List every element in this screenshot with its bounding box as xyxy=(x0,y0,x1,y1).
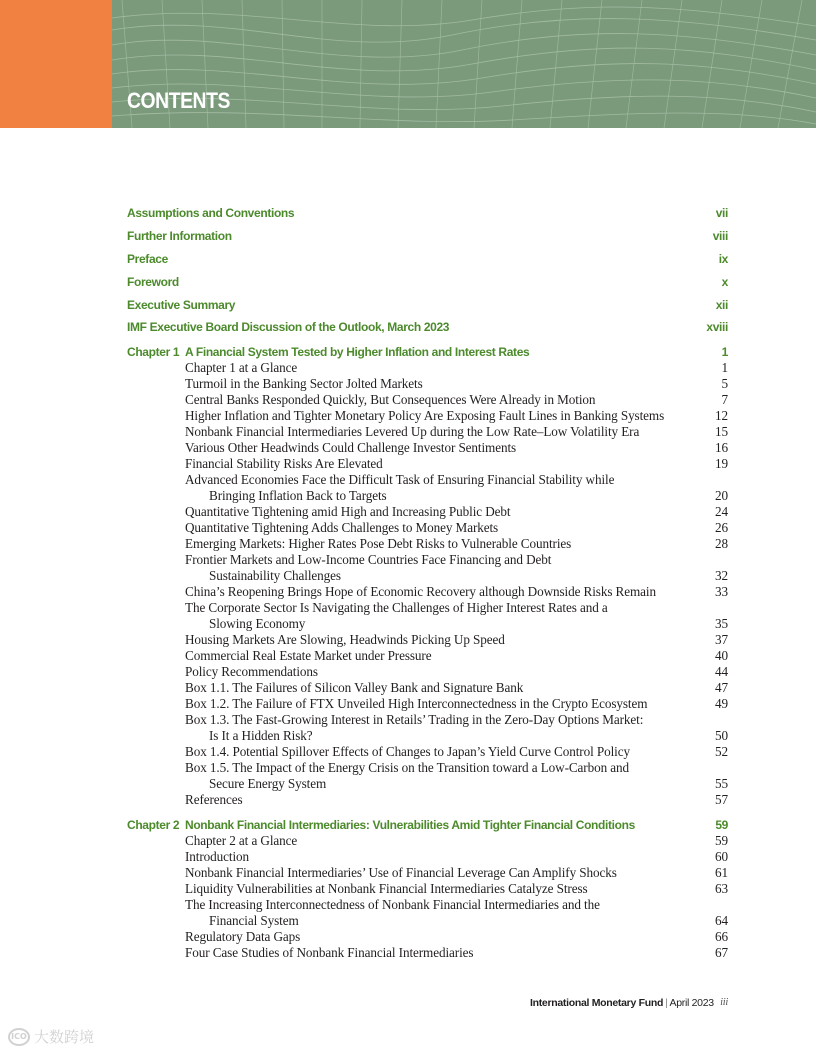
toc-front-title: Assumptions and Conventions xyxy=(127,206,295,220)
toc-front-title: Further Information xyxy=(127,228,232,243)
toc-entry[interactable] xyxy=(127,408,728,424)
chapter-label: Chapter 1 xyxy=(127,345,180,360)
toc-front-page: ix xyxy=(718,251,728,266)
toc-front-title: Preface xyxy=(127,251,168,266)
toc-entry-page: 61 xyxy=(715,865,728,881)
toc-entry[interactable] xyxy=(127,392,728,408)
toc-entry-page: 59 xyxy=(715,833,728,849)
footer-separator: | xyxy=(665,997,668,1009)
toc-entry[interactable] xyxy=(127,760,728,792)
chapter-page: 59 xyxy=(715,818,728,833)
toc-entry[interactable] xyxy=(127,632,728,648)
toc-entry[interactable] xyxy=(127,792,728,808)
toc-entry[interactable] xyxy=(127,584,728,600)
toc-entry-text: Policy Recommendations xyxy=(185,664,318,680)
toc-entry-text: Nonbank Financial Intermediaries’ Use of Financial Leverage Can Amplify Shocks xyxy=(185,865,617,881)
footer-page-number: iii xyxy=(720,997,728,1008)
toc-entry[interactable] xyxy=(127,520,728,536)
toc-entry-text: Box 1.3. The Fast-Growing Interest in Retails’ Trading in the Zero-Day Options Market: xyxy=(185,712,644,728)
toc-entry-page: 50 xyxy=(715,728,728,744)
chapter-title: Nonbank Financial Intermediaries: Vulnerabilities Amid Tighter Financial Conditions xyxy=(185,818,635,833)
toc-front-title: IMF Executive Board Discussion of the Outlook, March 2023 xyxy=(127,320,450,335)
toc-entry-text: Liquidity Vulnerabilities at Nonbank Financial Intermediaries Catalyze Stress xyxy=(185,881,588,897)
toc-entry-page: 7 xyxy=(721,392,728,408)
toc-front-title: Foreword xyxy=(127,274,179,289)
toc-entry-text: Various Other Headwinds Could Challenge Investor Sentiments xyxy=(185,440,517,456)
toc-front-entry[interactable] xyxy=(127,205,728,221)
toc-front-page: x xyxy=(721,274,728,289)
toc-front-entry[interactable] xyxy=(127,319,728,335)
toc-entry-page: 26 xyxy=(715,520,728,536)
toc-entry-text-continued: Bringing Inflation Back to Targets xyxy=(209,488,387,504)
toc-front-entry[interactable] xyxy=(127,251,728,267)
toc-entry-page: 35 xyxy=(715,616,728,632)
toc-entry[interactable] xyxy=(127,929,728,945)
toc-entry-text: China’s Reopening Brings Hope of Economic Recovery although Downside Risks Remain xyxy=(185,584,656,600)
footer-org: International Monetary Fund xyxy=(530,997,664,1009)
toc-entry-text: The Increasing Interconnectedness of Nonbank Financial Intermediaries and the xyxy=(185,897,600,913)
toc-entry-text: Four Case Studies of Nonbank Financial Intermediaries xyxy=(185,945,474,961)
toc-entry[interactable] xyxy=(127,456,728,472)
toc-entry[interactable] xyxy=(127,648,728,664)
toc-entry-text: Box 1.4. Potential Spillover Effects of Changes to Japan’s Yield Curve Control Policy xyxy=(185,744,630,760)
toc-entry-page: 40 xyxy=(715,648,728,664)
toc-entry-page: 20 xyxy=(715,488,728,504)
toc-entry[interactable] xyxy=(127,833,728,849)
toc-chapter-heading[interactable] xyxy=(127,344,728,360)
toc-entry-page: 28 xyxy=(715,536,728,552)
toc-front-title: Executive Summary xyxy=(127,297,236,312)
toc-entry[interactable] xyxy=(127,360,728,376)
chapter-title: A Financial System Tested by Higher Inflation and Interest Rates xyxy=(185,345,530,360)
toc-front-entry[interactable] xyxy=(127,297,728,313)
toc-entry[interactable] xyxy=(127,744,728,760)
toc-entry-page: 1 xyxy=(721,360,728,376)
toc-entry-text: Nonbank Financial Intermediaries Levered Up during the Low Rate–Low Volatility Era xyxy=(185,424,640,440)
toc-entry-text: References xyxy=(185,792,243,808)
toc-entry-text: Frontier Markets and Low-Income Countries Face Financing and Debt xyxy=(185,552,552,568)
toc-entry-page: 49 xyxy=(715,696,728,712)
toc-entry-page: 52 xyxy=(715,744,728,760)
watermark-logo-icon: ICO xyxy=(8,1028,30,1046)
toc-chapter-heading[interactable] xyxy=(127,817,728,833)
toc-entry-text: Box 1.5. The Impact of the Energy Crisis on the Transition toward a Low-Carbon and xyxy=(185,760,630,776)
toc-entry-text: Emerging Markets: Higher Rates Pose Debt Risks to Vulnerable Countries xyxy=(185,536,572,552)
toc-entry-text: Commercial Real Estate Market under Pressure xyxy=(185,648,432,664)
toc-entry-text: Turmoil in the Banking Sector Jolted Markets xyxy=(185,376,423,392)
toc-entry[interactable] xyxy=(127,945,728,961)
toc-entry[interactable] xyxy=(127,897,728,929)
toc-entry-page: 55 xyxy=(715,776,728,792)
toc-entry-page: 15 xyxy=(715,424,728,440)
toc-entry-page: 60 xyxy=(715,849,728,865)
toc-front-page: vii xyxy=(715,206,728,220)
toc-entry-text-continued: Is It a Hidden Risk? xyxy=(209,728,313,744)
toc-front-page: viii xyxy=(712,228,728,243)
toc-entry-text: The Corporate Sector Is Navigating the Challenges of Higher Interest Rates and a xyxy=(185,600,608,616)
chapter-page: 1 xyxy=(721,345,728,360)
toc-front-entry[interactable] xyxy=(127,274,728,290)
toc-entry-text: Quantitative Tightening amid High and Increasing Public Debt xyxy=(185,504,511,520)
page-footer xyxy=(530,996,728,1010)
toc-entry-page: 47 xyxy=(715,680,728,696)
page-title: CONTENTS xyxy=(127,88,230,113)
watermark-text: 大数跨境 xyxy=(34,1028,95,1046)
toc-entry-page: 12 xyxy=(715,408,728,424)
toc-entry[interactable] xyxy=(127,472,728,504)
table-of-contents xyxy=(127,205,728,961)
toc-entry-page: 63 xyxy=(715,881,728,897)
toc-entry-page: 67 xyxy=(715,945,728,961)
footer-date: April 2023 xyxy=(669,997,714,1009)
toc-entry-text: Chapter 2 at a Glance xyxy=(185,833,298,849)
toc-entry[interactable] xyxy=(127,376,728,392)
header-banner xyxy=(0,0,816,128)
toc-entry-text-continued: Secure Energy System xyxy=(209,776,327,792)
toc-entry[interactable] xyxy=(127,680,728,696)
toc-entry-page: 5 xyxy=(721,376,728,392)
toc-front-page: xii xyxy=(715,297,728,312)
toc-entry-text-continued: Slowing Economy xyxy=(209,616,306,632)
toc-entry[interactable] xyxy=(127,600,728,632)
chapter-label: Chapter 2 xyxy=(127,818,180,833)
watermark xyxy=(8,1026,94,1047)
toc-entry-page: 32 xyxy=(715,568,728,584)
toc-entry-text: Advanced Economies Face the Difficult Task of Ensuring Financial Stability while xyxy=(185,472,615,488)
toc-entry-page: 44 xyxy=(715,664,728,680)
toc-entry-text-continued: Sustainability Challenges xyxy=(209,568,341,584)
toc-entry-text-continued: Financial System xyxy=(209,913,299,929)
toc-entry[interactable] xyxy=(127,536,728,552)
toc-entry-page: 16 xyxy=(715,440,728,456)
toc-entry-text: Financial Stability Risks Are Elevated xyxy=(185,456,383,472)
toc-entry[interactable] xyxy=(127,712,728,744)
toc-entry-page: 57 xyxy=(715,792,728,808)
toc-entry-page: 37 xyxy=(715,632,728,648)
toc-entry-text: Central Banks Responded Quickly, But Consequences Were Already in Motion xyxy=(185,392,596,408)
toc-entry-page: 66 xyxy=(715,929,728,945)
toc-entry-text: Introduction xyxy=(185,849,249,865)
toc-entry-text: Quantitative Tightening Adds Challenges to Money Markets xyxy=(185,520,499,536)
toc-entry-text: Chapter 1 at a Glance xyxy=(185,360,298,376)
toc-entry-text: Higher Inflation and Tighter Monetary Policy Are Exposing Fault Lines in Banking Systems xyxy=(185,408,665,424)
toc-entry[interactable] xyxy=(127,881,728,897)
toc-front-page: xviii xyxy=(706,320,728,335)
toc-entry-page: 33 xyxy=(715,584,728,600)
toc-entry[interactable] xyxy=(127,696,728,712)
toc-entry[interactable] xyxy=(127,504,728,520)
toc-entry-text: Housing Markets Are Slowing, Headwinds Picking Up Speed xyxy=(185,632,505,648)
toc-entry-text: Box 1.1. The Failures of Silicon Valley Bank and Signature Bank xyxy=(185,680,524,696)
toc-entry-page: 64 xyxy=(715,913,728,929)
toc-entry-text: Box 1.2. The Failure of FTX Unveiled High Interconnectedness in the Crypto Ecosystem xyxy=(185,696,648,712)
orange-accent-block xyxy=(0,0,112,128)
toc-entry[interactable] xyxy=(127,424,728,440)
toc-entry[interactable] xyxy=(127,552,728,584)
toc-entry[interactable] xyxy=(127,865,728,881)
toc-entry[interactable] xyxy=(127,664,728,680)
toc-entry-page: 24 xyxy=(715,504,728,520)
toc-entry-page: 19 xyxy=(715,456,728,472)
toc-front-entry[interactable] xyxy=(127,228,728,244)
toc-entry-text: Regulatory Data Gaps xyxy=(185,929,301,945)
toc-entry[interactable] xyxy=(127,849,728,865)
toc-entry[interactable] xyxy=(127,440,728,456)
